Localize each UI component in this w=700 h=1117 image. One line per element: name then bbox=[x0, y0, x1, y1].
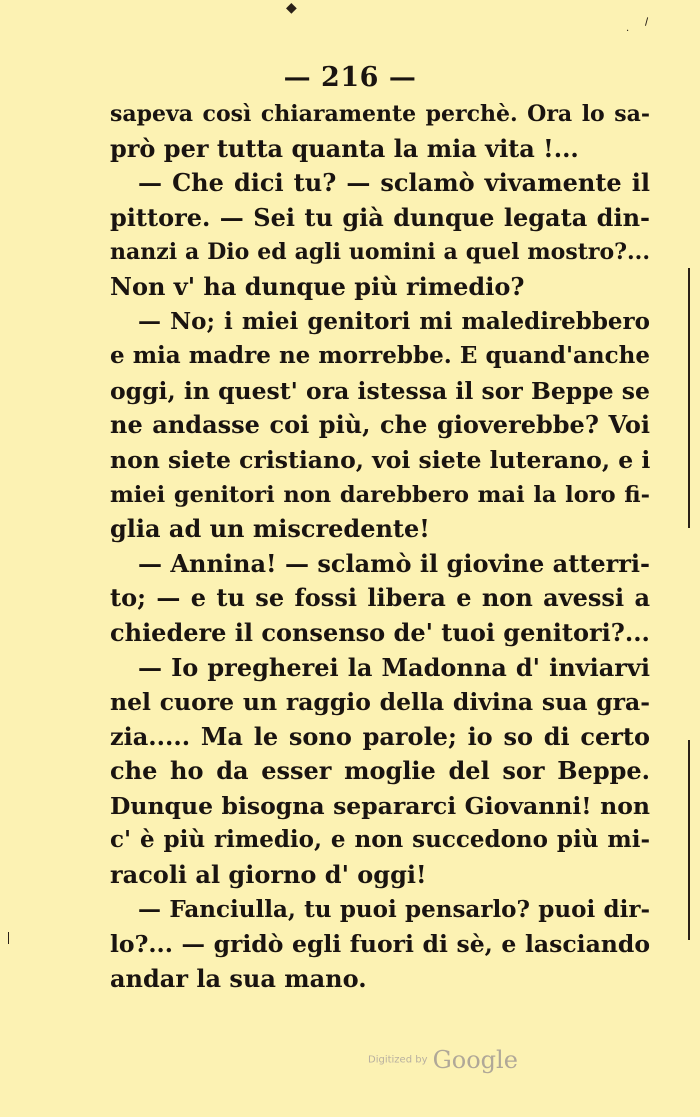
corner-speck: ⸝ bbox=[635, 7, 654, 30]
corner-dot: · bbox=[626, 26, 630, 37]
google-watermark bbox=[368, 1046, 518, 1074]
right-margin-rule-lower bbox=[688, 740, 690, 940]
text-line: prò per tutta quanta la mia vita !... bbox=[110, 133, 579, 163]
text-line: pittore. — Sei tu già dunque legata din- bbox=[110, 202, 650, 232]
text-line: nanzi a Dio ed agli uomini a quel mostro?... bbox=[110, 239, 650, 266]
text-line: c' è più rimedio, e non succedono più mi- bbox=[110, 826, 650, 854]
text-line: sapeva così chiaramente perchè. Ora lo sa- bbox=[110, 101, 650, 127]
text-line: zia..... Ma le sono parole; io so di certo bbox=[110, 721, 650, 751]
top-ornament-speck: ◆ bbox=[286, 0, 297, 16]
watermark-brand: Google bbox=[432, 1046, 518, 1074]
text-line: to; — e tu se fossi libera e non avessi a bbox=[110, 583, 650, 613]
text-line: non siete cristiano, voi siete luterano, e i bbox=[110, 445, 651, 474]
text-line: — Che dici tu? — sclamò vivamente il bbox=[138, 168, 650, 198]
left-margin-mark bbox=[8, 932, 9, 944]
text-line: miei genitori non darebbero mai la loro fi- bbox=[110, 481, 650, 508]
text-line: racoli al giorno d' oggi! bbox=[110, 860, 427, 890]
text-line: lo?... — gridò egli fuori di sè, e lasciando bbox=[110, 930, 650, 959]
text-line: — No; i miei genitori mi maledirebbero bbox=[138, 307, 650, 335]
text-line: nel cuore un raggio della divina sua gra- bbox=[110, 688, 650, 717]
text-line: ne andasse coi più, che gioverebbe? Voi bbox=[110, 410, 650, 440]
text-line: Dunque bisogna separarci Giovanni! non bbox=[110, 791, 650, 820]
text-line: Non v' ha dunque più rimedio? bbox=[110, 271, 525, 301]
text-line: glia ad un miscredente! bbox=[110, 514, 430, 544]
page-number: — 216 — bbox=[283, 62, 417, 93]
text-line: e mia madre ne morrebbe. E quand'anche bbox=[110, 342, 650, 370]
text-line: — Io pregherei la Madonna d' inviarvi bbox=[138, 652, 650, 682]
text-line: chiedere il consenso de' tuoi genitori?... bbox=[110, 617, 650, 647]
text-line: andar la sua mano. bbox=[110, 963, 367, 993]
right-margin-rule bbox=[688, 268, 690, 528]
watermark-prefix: Digitized by bbox=[368, 1054, 428, 1066]
text-line: che ho da esser moglie del sor Beppe. bbox=[110, 756, 650, 786]
page-body-text bbox=[110, 97, 650, 996]
text-line: — Annina! — sclamò il giovine atterri- bbox=[138, 548, 650, 578]
text-line: — Fanciulla, tu puoi pensarlo? puoi dir- bbox=[138, 895, 650, 923]
text-line: oggi, in quest' ora istessa il sor Beppe se bbox=[110, 376, 650, 405]
